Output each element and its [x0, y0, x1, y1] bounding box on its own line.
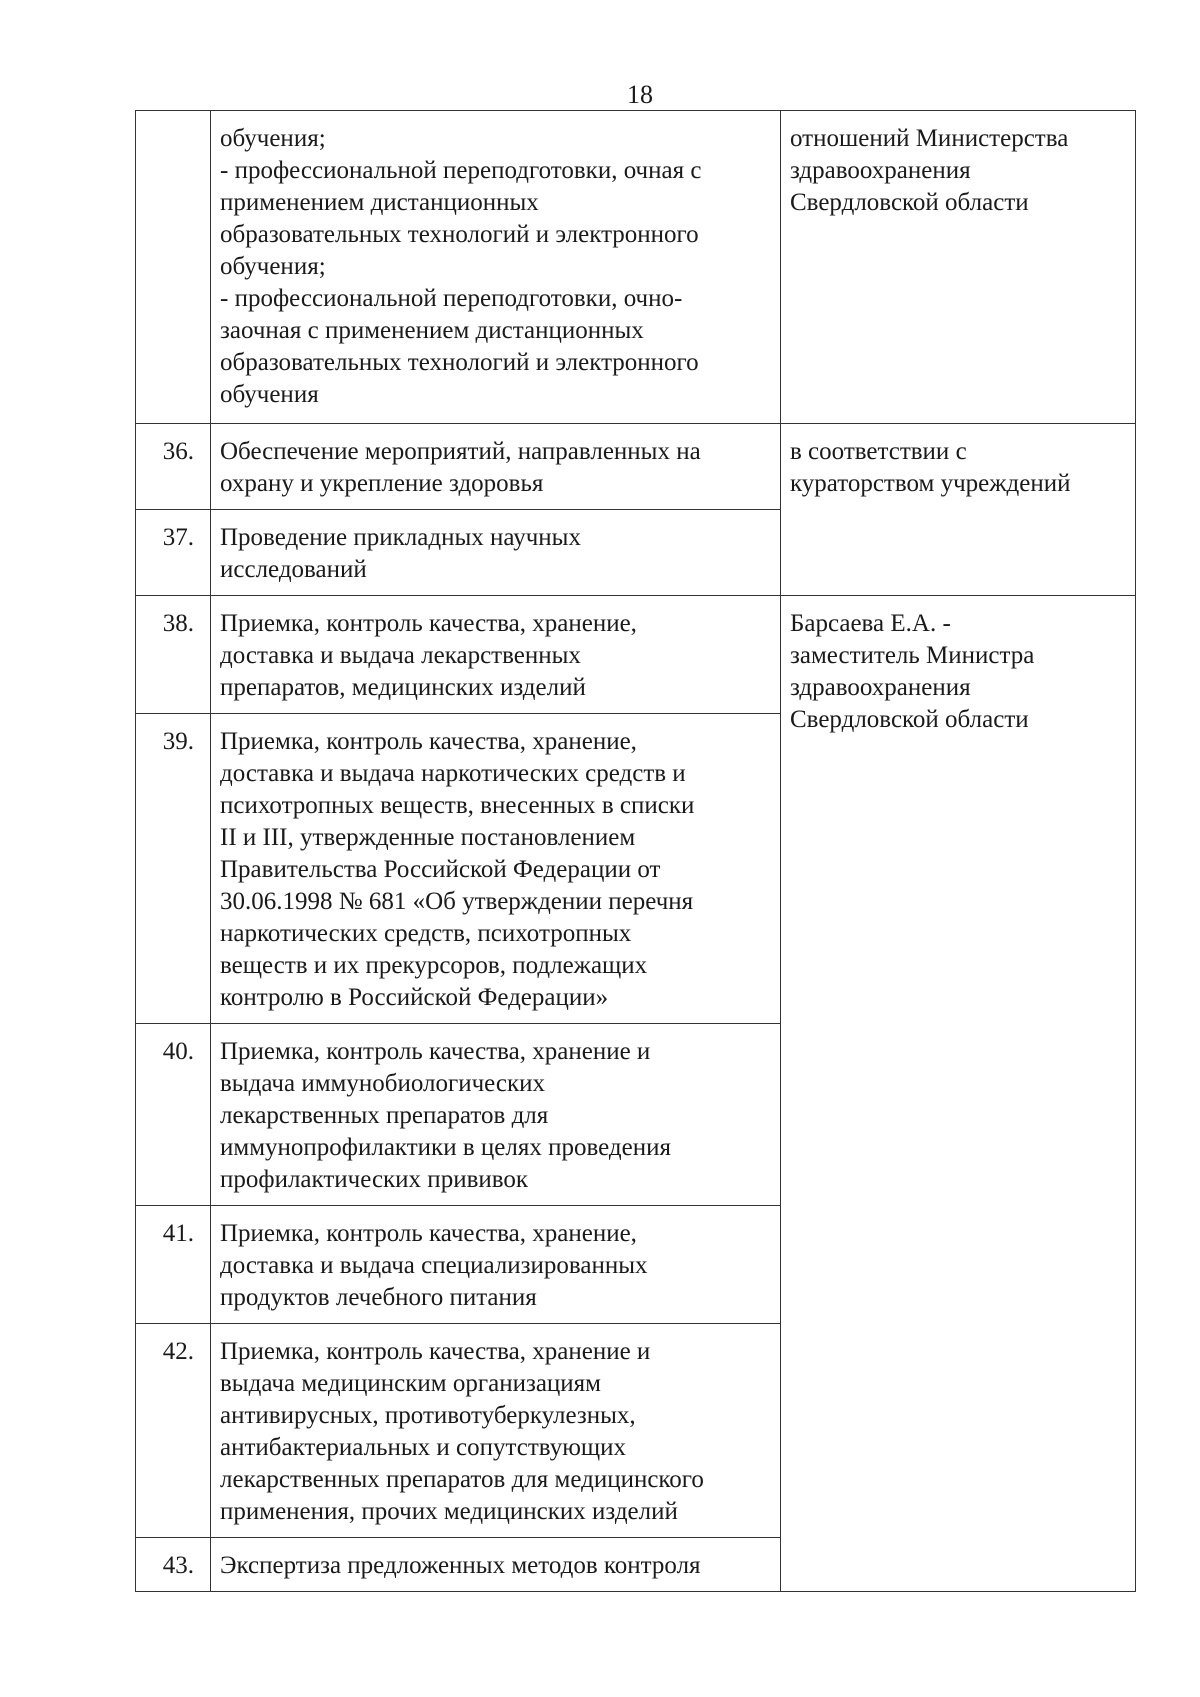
responsible-cell	[781, 596, 1136, 1592]
responsible-line: Свердловской области	[790, 706, 1029, 733]
row-number-cell: 36.	[136, 424, 211, 510]
document-table	[135, 110, 1136, 1592]
responsible-line: Барсаева Е.А. -	[790, 610, 951, 637]
row-number-cell: 39.	[136, 714, 211, 1024]
row-number-cell: 40.	[136, 1024, 211, 1206]
activity-line: охрану и укрепление здоровья	[220, 470, 544, 497]
activity-cell	[211, 714, 781, 1024]
row-number-cell: 37.	[136, 510, 211, 596]
activity-line: Экспертиза предложенных методов контроля	[220, 1552, 701, 1579]
activity-line: обучения;	[220, 125, 326, 152]
page-number: 18	[627, 80, 653, 109]
row-number-cell: 42.	[136, 1324, 211, 1538]
row-number-cell: 43.	[136, 1538, 211, 1592]
row-number-cell	[136, 111, 211, 424]
activity-line: антибактериальных и сопутствующих	[220, 1434, 627, 1461]
responsible-cell	[781, 424, 1136, 596]
responsible-line: кураторством учреждений	[790, 470, 1071, 497]
activity-line: иммунопрофилактики в целях проведения	[220, 1134, 671, 1161]
activity-line: заочная с применением дистанционных	[220, 317, 644, 344]
activity-line: доставка и выдача лекарственных	[220, 642, 581, 669]
table-row-continuation	[136, 111, 1136, 424]
activity-line: доставка и выдача наркотических средств и	[220, 760, 686, 787]
activity-line: Проведение прикладных научных	[220, 524, 581, 551]
table-row-38	[136, 596, 1136, 714]
table-row-36	[136, 424, 1136, 510]
row-number-cell: 41.	[136, 1206, 211, 1324]
activity-line: профилактических прививок	[220, 1166, 529, 1193]
activity-line: применением дистанционных	[220, 189, 539, 216]
responsible-cell	[781, 111, 1136, 424]
activity-line: Обеспечение мероприятий, направленных на	[220, 438, 701, 465]
activity-line: Приемка, контроль качества, хранение,	[220, 1220, 637, 1247]
activity-cell	[211, 596, 781, 714]
activity-line: - профессиональной переподготовки, очно-	[220, 285, 683, 312]
activity-line: продуктов лечебного питания	[220, 1284, 537, 1311]
activity-line: доставка и выдача специализированных	[220, 1252, 648, 1279]
responsible-line: здравоохранения	[790, 674, 971, 701]
activity-line: образовательных технологий и электронного	[220, 349, 699, 376]
responsible-line: здравоохранения	[790, 157, 971, 184]
activity-cell	[211, 1024, 781, 1206]
activity-line: Приемка, контроль качества, хранение,	[220, 610, 637, 637]
activity-line: - профессиональной переподготовки, очная с	[220, 157, 702, 184]
activity-cell	[211, 1324, 781, 1538]
activity-cell	[211, 111, 781, 424]
activity-line: выдача медицинским организациям	[220, 1370, 602, 1397]
activity-line: образовательных технологий и электронного	[220, 221, 699, 248]
activity-line: выдача иммунобиологических	[220, 1070, 546, 1097]
activity-line: психотропных веществ, внесенных в списки	[220, 792, 695, 819]
activity-line: лекарственных препаратов для	[220, 1102, 549, 1129]
activity-cell	[211, 424, 781, 510]
activity-line: препаратов, медицинских изделий	[220, 674, 586, 701]
responsible-line: Свердловской области	[790, 189, 1029, 216]
activity-line: лекарственных препаратов для медицинского	[220, 1466, 704, 1493]
activity-line: наркотических средств, психотропных	[220, 920, 632, 947]
row-number-cell: 38.	[136, 596, 211, 714]
activity-line: обучения	[220, 381, 319, 408]
activity-line: Правительства Российской Федерации от	[220, 856, 661, 883]
activity-line: исследований	[220, 556, 367, 583]
activity-line: Приемка, контроль качества, хранение,	[220, 728, 637, 755]
responsible-line: в соответствии с	[790, 438, 967, 465]
activity-cell	[211, 510, 781, 596]
responsible-line: заместитель Министра	[790, 642, 1035, 669]
activity-cell	[211, 1538, 781, 1592]
activity-line: обучения;	[220, 253, 326, 280]
activity-line: Приемка, контроль качества, хранение и	[220, 1338, 651, 1365]
responsible-line: отношений Министерства	[790, 125, 1069, 152]
activity-line: применения, прочих медицинских изделий	[220, 1498, 678, 1525]
activity-line: II и III, утвержденные постановлением	[220, 824, 636, 851]
activity-line: Приемка, контроль качества, хранение и	[220, 1038, 651, 1065]
activity-line: 30.06.1998 № 681 «Об утверждении перечня	[220, 888, 694, 915]
activity-line: контролю в Российской Федерации»	[220, 984, 609, 1011]
activity-line: веществ и их прекурсоров, подлежащих	[220, 952, 648, 979]
activity-line: антивирусных, противотуберкулезных,	[220, 1402, 636, 1429]
activity-cell	[211, 1206, 781, 1324]
